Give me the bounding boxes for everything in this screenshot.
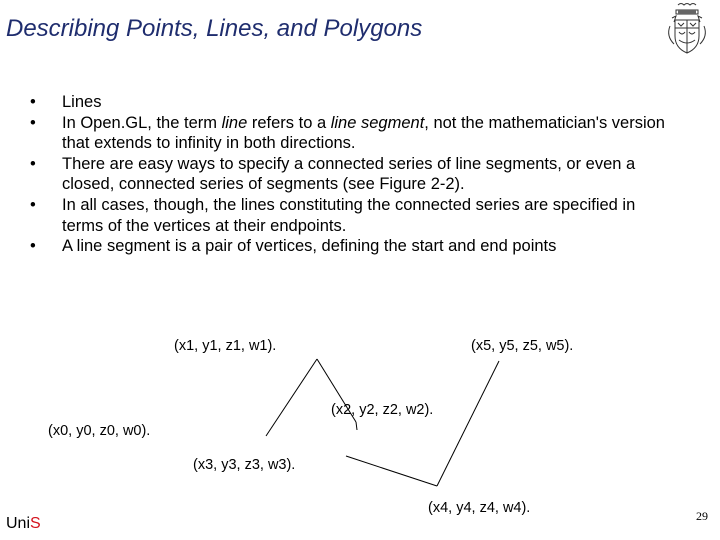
vertex-label-5: (x5, y5, z5, w5).: [471, 338, 574, 354]
segment-4-5: [437, 361, 499, 486]
bullet-item: • In Open.GL, the term line refers to a line segment, not the mathematician's version that extends to infinity in both directions.: [26, 113, 666, 154]
bullet-item: • Lines: [26, 92, 666, 113]
vertex-label-2: (x2, y2, z2, w2).: [331, 402, 434, 418]
vertex-label-3: (x3, y3, z3, w3).: [193, 457, 296, 473]
unis-logo: UniS: [6, 515, 41, 532]
vertex-label-4: (x4, y4, z4, w4).: [428, 500, 531, 516]
vertex-label-1: (x1, y1, z1, w1).: [174, 338, 277, 354]
page-number: 29: [696, 509, 708, 523]
emphasis-line: line: [221, 113, 248, 132]
bullet-item: • A line segment is a pair of vertices, defining the start and end points: [26, 236, 666, 257]
segment-2-3: [356, 422, 357, 430]
segment-0-1: [266, 359, 317, 436]
emphasis-line-segment: line segment: [330, 113, 425, 132]
bullet-item: • There are easy ways to specify a connected series of line segments, or even a closed, connected series of segments (see Figure 2-2).: [26, 154, 666, 195]
bullet-item: • In all cases, though, the lines constituting the connected series are specified in terms of the vertices at their endpoints.: [26, 195, 666, 236]
segment-3-4: [346, 456, 437, 486]
slide-title: Describing Points, Lines, and Polygons: [6, 15, 423, 42]
vertex-label-0: (x0, y0, z0, w0).: [48, 423, 151, 439]
